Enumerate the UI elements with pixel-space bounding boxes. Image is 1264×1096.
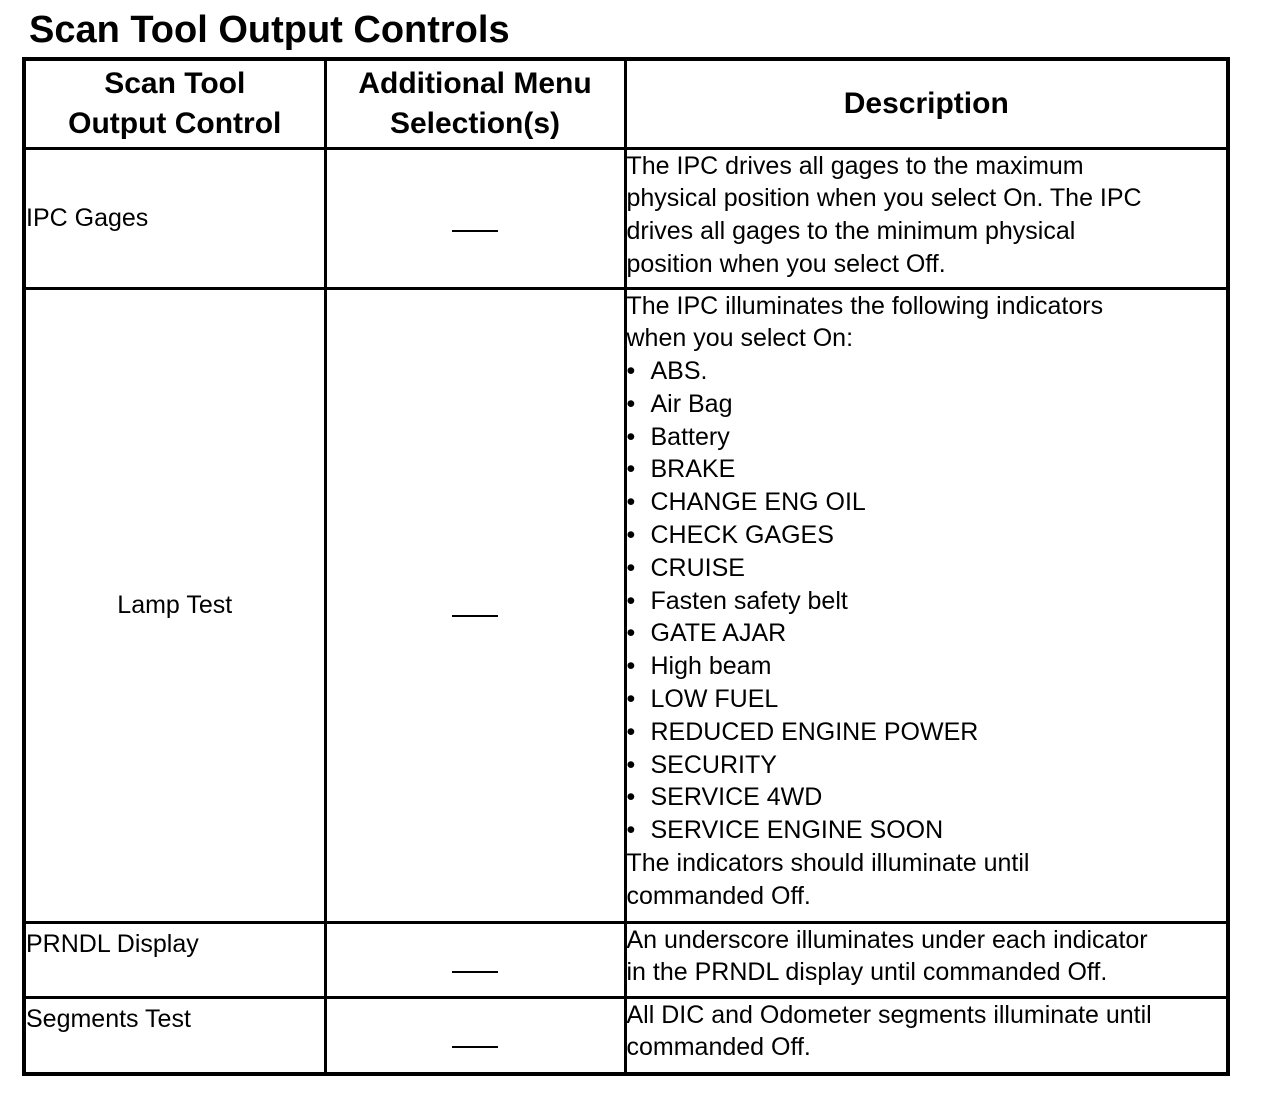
description-line: drives all gages to the minimum physical	[626, 217, 1076, 246]
menu-selection-cell	[325, 997, 625, 1074]
bullet-icon: •	[626, 455, 636, 484]
scan-tool-output-table	[22, 57, 1230, 1076]
header-output-control-line: Scan Tool	[104, 66, 246, 100]
bullet-icon: •	[626, 586, 636, 615]
description-line: All DIC and Odometer segments illuminate until	[626, 1000, 1152, 1029]
indicator-list-item	[627, 453, 1227, 486]
description-line: The IPC drives all gages to the maximum	[626, 151, 1084, 180]
table-row	[24, 997, 1228, 1074]
control-name-cell: Segments Test	[24, 997, 325, 1074]
description-cell	[625, 922, 1228, 997]
description-line: The IPC illuminates the following indicators	[626, 291, 1104, 320]
header-output-control-line: Output Control	[68, 106, 282, 140]
indicator-label: Battery	[650, 422, 730, 451]
page-title: Scan Tool Output Controls	[29, 9, 510, 51]
indicator-label: High beam	[650, 652, 772, 681]
no-selection-dash	[452, 1046, 498, 1048]
indicator-label: SERVICE ENGINE SOON	[650, 816, 944, 845]
no-selection-dash	[452, 615, 498, 617]
bullet-icon: •	[626, 619, 636, 648]
indicator-label: REDUCED ENGINE POWER	[650, 717, 979, 746]
indicator-label: LOW FUEL	[650, 685, 779, 714]
bullet-icon: •	[626, 422, 636, 451]
no-selection-dash	[452, 971, 498, 973]
indicator-label: SERVICE 4WD	[650, 783, 823, 812]
indicator-label: GATE AJAR	[650, 619, 787, 648]
description-line: physical position when you select On. The IPC	[626, 184, 1142, 213]
indicator-list-item	[627, 749, 1227, 782]
indicator-list-item	[627, 683, 1227, 716]
indicator-label: Fasten safety belt	[650, 586, 848, 615]
indicator-list-item	[627, 519, 1227, 552]
bullet-icon: •	[626, 553, 636, 582]
bullet-icon: •	[626, 389, 636, 418]
indicator-list-item	[627, 781, 1227, 814]
indicator-list-item	[627, 585, 1227, 618]
indicator-label: SECURITY	[650, 750, 777, 779]
description-line: An underscore illuminates under each indicator	[626, 925, 1148, 954]
description-cell	[625, 997, 1228, 1074]
indicator-list-item	[627, 814, 1227, 847]
header-menu-selections-line: Additional Menu	[358, 66, 592, 100]
indicator-list-item	[627, 421, 1227, 454]
bullet-icon: •	[626, 488, 636, 517]
menu-selection-cell	[325, 148, 625, 288]
menu-selection-cell	[325, 288, 625, 922]
table-row	[24, 148, 1228, 288]
table-header-row	[24, 59, 1228, 148]
indicator-list-item	[627, 650, 1227, 683]
description-cell	[625, 288, 1228, 922]
control-name-cell: Lamp Test	[24, 288, 325, 922]
control-name-cell: IPC Gages	[24, 148, 325, 288]
description-line: commanded Off.	[626, 881, 811, 910]
menu-selection-cell	[325, 922, 625, 997]
indicator-list-item	[627, 355, 1227, 388]
description-line: commanded Off.	[626, 1033, 811, 1062]
bullet-icon: •	[626, 685, 636, 714]
control-name-cell: PRNDL Display	[24, 922, 325, 997]
indicator-label: CHECK GAGES	[650, 521, 834, 550]
bullet-icon: •	[626, 521, 636, 550]
header-description: Description	[625, 59, 1228, 148]
indicator-label: BRAKE	[650, 455, 736, 484]
bullet-icon: •	[626, 816, 636, 845]
indicator-list	[627, 355, 1227, 847]
indicator-list-item	[627, 486, 1227, 519]
indicator-list-item	[627, 552, 1227, 585]
table-row	[24, 288, 1228, 922]
indicator-list-item	[627, 617, 1227, 650]
no-selection-dash	[452, 230, 498, 232]
description-line: when you select On:	[626, 324, 854, 353]
bullet-icon: •	[626, 783, 636, 812]
table-row	[24, 922, 1228, 997]
indicator-label: Air Bag	[650, 389, 733, 418]
indicator-list-item	[627, 388, 1227, 421]
description-line: position when you select Off.	[626, 249, 946, 278]
indicator-list-item	[627, 716, 1227, 749]
bullet-icon: •	[626, 357, 636, 386]
indicator-label: ABS.	[650, 357, 708, 386]
bullet-icon: •	[626, 717, 636, 746]
description-line: The indicators should illuminate until	[626, 849, 1030, 878]
header-output-control	[24, 59, 325, 148]
bullet-icon: •	[626, 750, 636, 779]
indicator-label: CHANGE ENG OIL	[650, 488, 866, 517]
header-menu-selections-line: Selection(s)	[389, 106, 561, 140]
description-cell	[625, 148, 1228, 288]
bullet-icon: •	[626, 652, 636, 681]
indicator-label: CRUISE	[650, 553, 745, 582]
header-menu-selections	[325, 59, 625, 148]
description-line: in the PRNDL display until commanded Off.	[626, 958, 1108, 987]
